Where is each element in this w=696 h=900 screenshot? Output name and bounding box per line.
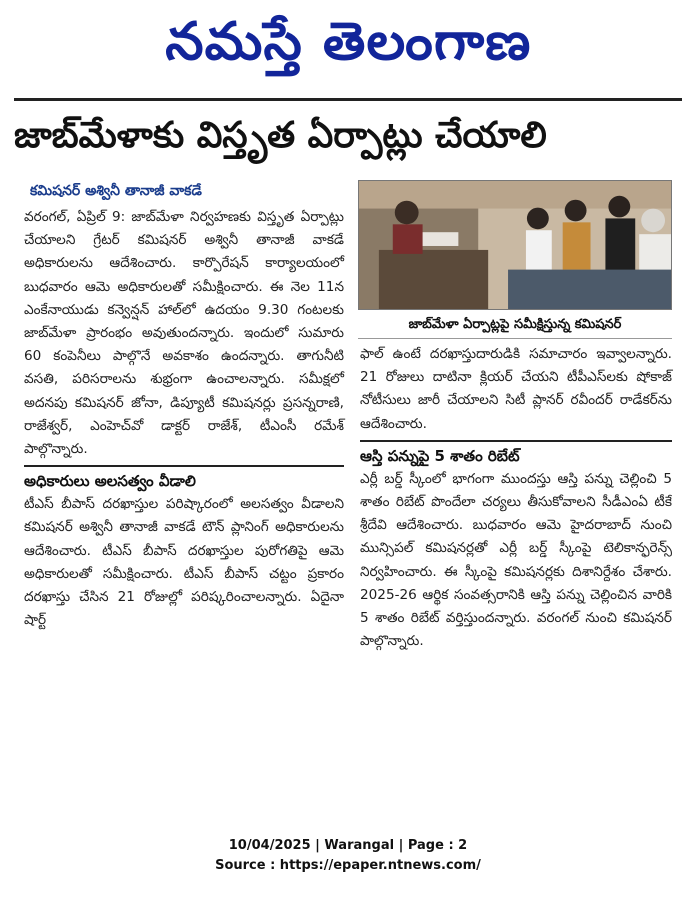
article-column-right bbox=[360, 343, 672, 653]
masthead-title: నమస్తే తెలంగాణ bbox=[164, 12, 532, 72]
article-headline bbox=[14, 98, 682, 168]
headline-text: జాబ్‌మేళాకు విస్తృత ఏర్పాట్లు చేయాలి bbox=[14, 115, 547, 156]
photo-caption: జాబ్‌మేళా ఏర్పాట్లపై సమీక్షిస్తున్న కమిషనర్ bbox=[358, 312, 672, 339]
subheading: అధికారులు అలసత్వం వీడాలి bbox=[24, 465, 344, 493]
newspaper-masthead bbox=[0, 2, 696, 82]
article-photo bbox=[358, 180, 672, 310]
article-paragraph: వరంగల్, ఏప్రిల్ 9: జాబ్‌మేళా నిర్వహణకు విస్తృత ఏర్పాట్లు చేయాలని గ్రేటర్ కమిషనర్ అశ్వినీ తానాజీ వాకడే అధికారులను ఆదేశించారు. కార్పొరేషన్ కార్యాలయంలో బుధవారం ఆమె అధికారులతో సమీక్షించారు. ఈ నెల 11న ఎంకేనాయుడు కన్వెన్షన్ హాల్‌లో ఉదయం 9.30 గంటలకు జాబ్‌మేళా ప్రారంభం అవుతుందన్నారు. ఇందులో సుమారు 60 కంపెనీలు పాల్గొనే అవకాశం ఉందన్నారు. తాగునీటి వసతి, పరిసరాలను శుభ్రంగా ఉంచాలన్నారు. సమీక్షలో అదనపు కమిషనర్ జోనా, డిప్యూటీ కమిషనర్లు ప్రసన్నరాణి, రాజేశ్వర్, ఎంహెచ్‌వో డాక్టర్ రాజేశ్, టీఎంసీ రమేశ్ పాల్గొన్నారు. bbox=[24, 209, 344, 458]
footer-date-edition: 10/04/2025 | Warangal | Page : 2 bbox=[228, 838, 468, 853]
article-paragraph: ఫాల్ ఉంటే దరఖాస్తుదారుడికి సమాచారం ఇవ్వాలన్నారు. 21 రోజులు దాటినా క్లియర్ చేయని టీపీఎస్‌లకు షోకాజ్ నోటీసులు జారీ చేయాలని సిటీ ప్లానర్ రవీందర్ రాడేకర్‌ను ఆదేశించారు. bbox=[360, 346, 672, 432]
subheading: ఆస్తి పన్నుపై 5 శాతం రిబేట్ bbox=[360, 440, 672, 468]
meeting-photo-illustration bbox=[359, 181, 671, 309]
article-paragraph: టీఎస్ బీపాస్ దరఖాస్తుల పరిష్కారంలో అలసత్వం వీడాలని కమిషనర్ అశ్వినీ తానాజీ వాకడే టౌన్ ప్లానింగ్ అధికారులను ఆదేశించారు. టీఎస్ బీపాస్ దరఖాస్తుల పురోగతిపై ఆమె అధికారులతో సమీక్షించారు. టీఎస్ బీపాస్ చట్టం ప్రకారం దరఖాస్తు చేసిన 21 రోజుల్లో పరిష్కరించాలన్నారు. ఏదైనా షార్ట్ bbox=[24, 496, 344, 629]
article-column-left bbox=[24, 206, 344, 632]
article-byline: కమిషనర్ అశ్వినీ తానాజీ వాకడే bbox=[30, 183, 202, 199]
article-paragraph: ఎర్లీ బర్డ్ స్కీంలో భాగంగా ముందస్తు ఆస్తి పన్ను చెల్లించి 5 శాతం రిబేట్ పొందేలా చర్యలు తీసుకోవాలని సీడీఎంఏ టీకే శ్రీదేవి ఆదేశించారు. బుధవారం ఆమె హైదరాబాద్ నుంచి మున్సిపల్ కమిషనర్లతో ఎర్లీ బర్డ్ స్కీంపై టెలికాన్ఫరెన్స్ నిర్వహించారు. ఈ స్కీంపై కమిషనర్లకు దిశానిర్దేశం చేశారు. 2025-26 ఆర్థిక సంవత్సరానికి ఆస్తి పన్ను చెల్లించిన వారికి 5 శాతం రిబేట్ వర్తిస్తుందన్నారు. వరంగల్ నుంచి కమిషనర్ పాల్గొన్నారు. bbox=[360, 470, 672, 650]
footer-source: Source : https://epaper.ntnews.com/ bbox=[215, 858, 481, 873]
